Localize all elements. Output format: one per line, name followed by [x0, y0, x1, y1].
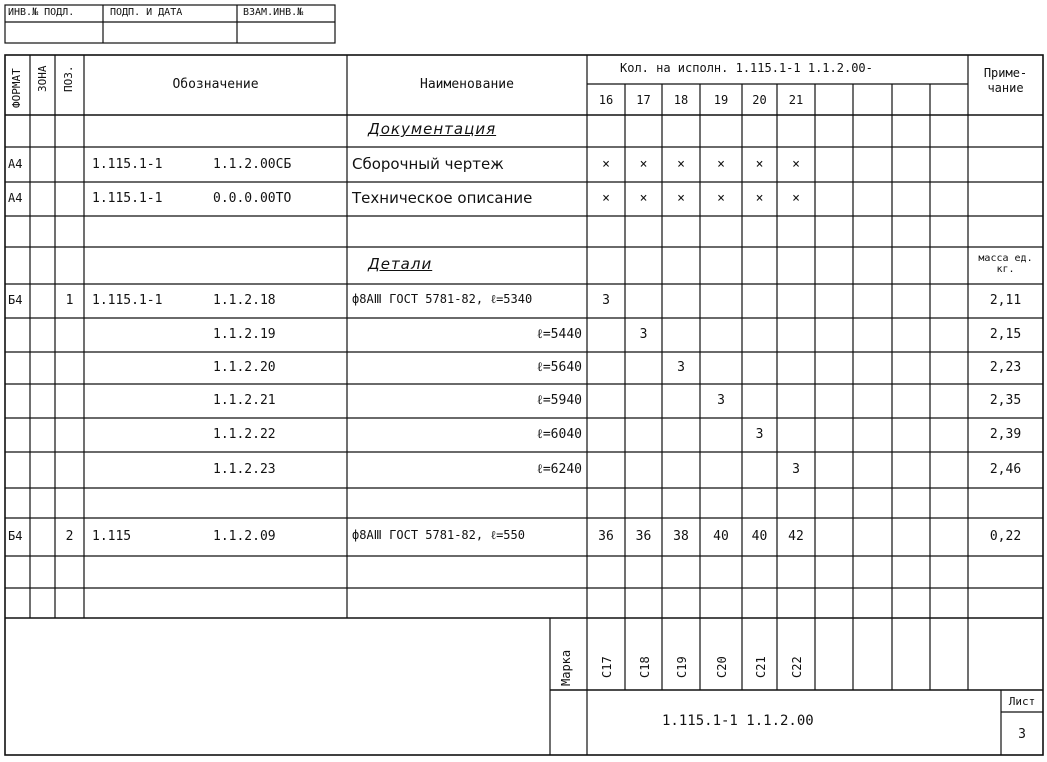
row-format: А4	[8, 191, 23, 205]
row-quantity: 36	[598, 529, 614, 544]
row-quantity: ×	[717, 191, 725, 206]
row-designation-code: 0.0.0.00ТО	[213, 191, 292, 206]
variant-header: 18	[673, 93, 689, 107]
row-quantity: ×	[792, 157, 800, 172]
row-quantity: ×	[717, 157, 725, 172]
row-quantity: ×	[677, 157, 685, 172]
variant-header: 16	[598, 93, 614, 107]
sheet-label: Лист	[1008, 695, 1036, 708]
variant-header: 21	[788, 93, 804, 107]
row-note: 2,39	[989, 427, 1022, 442]
header-name: Наименование	[420, 77, 514, 92]
variant-header: 17	[636, 93, 651, 107]
row-quantity: ×	[639, 157, 648, 172]
row-name: ф8АⅢ ГОСТ 5781-82, ℓ=5340	[352, 292, 533, 306]
row-position: 2	[65, 529, 74, 544]
row-quantity: 3	[792, 462, 800, 477]
row-name: ℓ=6040	[536, 427, 582, 442]
row-designation-code: 1.1.2.19	[213, 327, 276, 342]
section-title: Детали	[368, 255, 433, 273]
marka-value: С22	[790, 656, 804, 678]
row-name: Сборочный чертеж	[352, 155, 504, 173]
marka-value: С17	[600, 656, 614, 678]
row-quantity: 3	[677, 360, 685, 375]
row-designation-code: 1.1.2.23	[213, 462, 276, 477]
header-quantity-title: Кол. на исполн. 1.115.1-1 1.1.2.00-	[620, 61, 873, 75]
row-quantity: ×	[677, 191, 685, 206]
row-name: Техническое описание	[352, 189, 533, 207]
header-designation: Обозначение	[172, 77, 259, 92]
row-quantity: 38	[673, 529, 689, 544]
row-name: ℓ=6240	[536, 462, 582, 477]
row-note: 2,35	[989, 393, 1022, 408]
header-note: Приме- чание	[983, 66, 1028, 95]
row-designation-prefix: 1.115.1-1	[92, 191, 163, 206]
row-format: Б4	[8, 529, 23, 543]
row-position: 1	[65, 293, 74, 308]
footer-code: 1.115.1-1 1.1.2.00	[662, 713, 814, 729]
row-quantity: ×	[792, 191, 800, 206]
header-pos: ПОЗ.	[62, 65, 75, 92]
marka-value: С20	[715, 656, 729, 678]
row-designation-code: 1.1.2.00СБ	[213, 157, 292, 172]
row-quantity: 3	[755, 427, 764, 442]
row-quantity: ×	[755, 191, 764, 206]
row-designation-code: 1.1.2.20	[213, 360, 276, 375]
row-note: 2,23	[989, 360, 1022, 375]
row-quantity: 3	[717, 393, 725, 408]
section-title: Документация	[368, 120, 497, 138]
row-designation-code: 1.1.2.21	[213, 393, 276, 408]
row-quantity: ×	[602, 191, 610, 206]
stamp-replace-label: ВЗАМ.ИНВ.№	[243, 7, 304, 18]
row-name: ℓ=5440	[536, 327, 582, 342]
row-note: 2,11	[989, 293, 1022, 308]
marka-value: С19	[675, 656, 689, 678]
sheet-number: 3	[1018, 727, 1026, 742]
marka-value: С18	[638, 656, 652, 678]
row-quantity: ×	[602, 157, 610, 172]
row-quantity: 42	[788, 529, 804, 544]
header-zone: ЗОНА	[36, 65, 49, 92]
row-quantity: 3	[602, 293, 610, 308]
stamp-inv-label: ИНВ.№ ПОДЛ.	[8, 7, 75, 18]
row-name: ℓ=5640	[536, 360, 582, 375]
row-name: ф8АⅢ ГОСТ 5781-82, ℓ=550	[352, 528, 525, 542]
variant-header: 19	[713, 93, 729, 107]
row-quantity: ×	[755, 157, 764, 172]
row-quantity: 3	[639, 327, 648, 342]
note-mass-unit: масса ед. кг.	[978, 253, 1033, 275]
row-designation-code: 1.1.2.18	[213, 293, 276, 308]
row-format: Б4	[8, 293, 23, 307]
marka-value: С21	[754, 656, 768, 678]
row-note: 2,46	[989, 462, 1022, 477]
row-quantity: ×	[639, 191, 648, 206]
row-designation-prefix: 1.115	[92, 529, 132, 544]
row-designation-code: 1.1.2.09	[213, 529, 276, 544]
row-quantity: 40	[713, 529, 729, 544]
row-note: 2,15	[989, 327, 1022, 342]
marka-label: Марка	[559, 649, 573, 686]
row-quantity: 36	[635, 529, 652, 544]
header-format: ФОРМАТ	[10, 68, 23, 108]
row-format: А4	[8, 157, 23, 171]
row-note: 0,22	[989, 529, 1022, 544]
row-designation-prefix: 1.115.1-1	[92, 157, 163, 172]
variant-header: 20	[752, 93, 767, 107]
row-designation-code: 1.1.2.22	[213, 427, 276, 442]
row-designation-prefix: 1.115.1-1	[92, 293, 163, 308]
row-name: ℓ=5940	[536, 393, 582, 408]
row-quantity: 40	[751, 529, 768, 544]
stamp-sign-date-label: ПОДП. И ДАТА	[110, 7, 183, 18]
